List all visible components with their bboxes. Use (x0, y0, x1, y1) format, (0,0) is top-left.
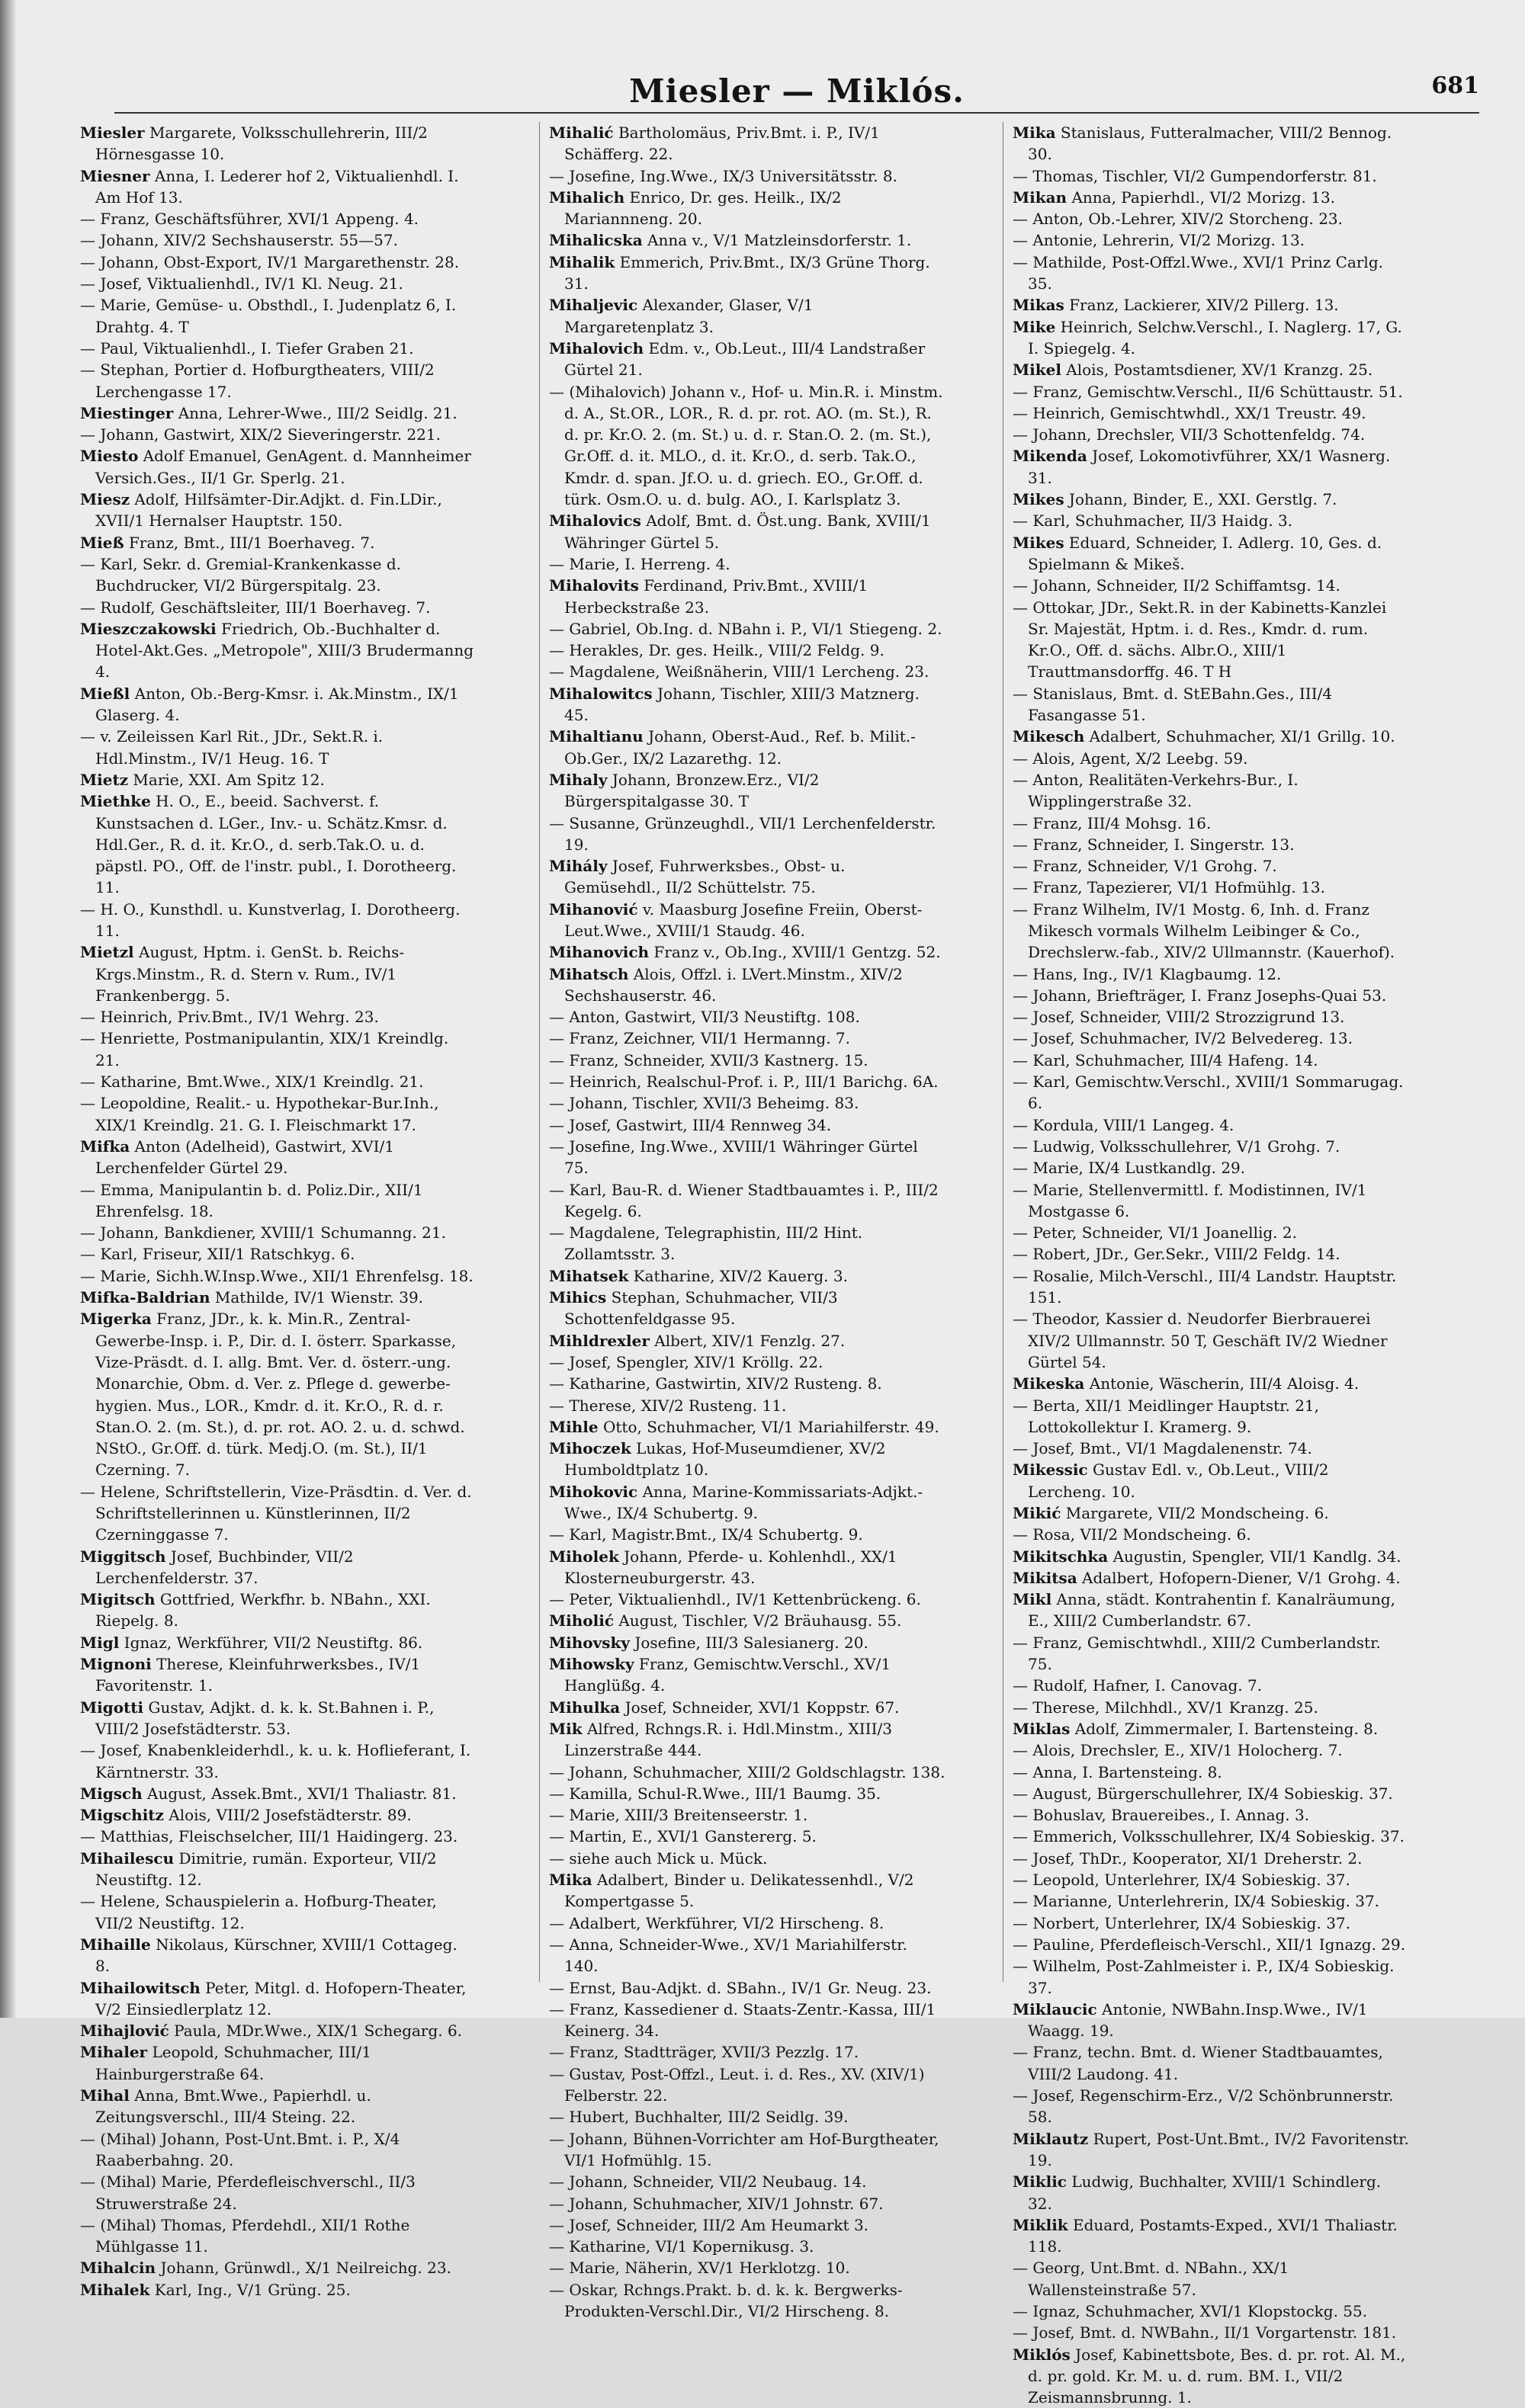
directory-entry: — Heinrich, Gemischtwhdl., XX/1 Treustr. 49. (1013, 403, 1366, 422)
directory-entry: — Marie, Näherin, XV/1 Herklotzg. 10. (549, 2259, 850, 2278)
directory-entry: Mihaille Nikolaus, Kürschner, XVIII/1 Cottageg. 8. (80, 1935, 458, 1976)
directory-entry: Mifka Anton (Adelheid), Gastwirt, XVI/1 Lerchenfelder Gürtel 29. (80, 1137, 394, 1178)
directory-entry: Mihaler Leopold, Schuhmacher, III/1 Hainburgerstraße 64. (80, 2043, 371, 2083)
directory-entry: Mihatsek Katharine, XIV/2 Kauerg. 3. (549, 1266, 848, 1285)
directory-entry: — Alois, Agent, X/2 Leebg. 59. (1013, 749, 1248, 768)
directory-entry: — Paul, Viktualienhdl., I. Tiefer Graben 21. (80, 338, 414, 358)
directory-entry: — Emmerich, Volksschullehrer, IX/4 Sobieskig. 37. (1013, 1827, 1405, 1846)
directory-entry: Mikeska Antonie, Wäscherin, III/4 Aloisg. 4. (1013, 1374, 1360, 1393)
directory-entry: — Johann, XIV/2 Sechshauserstr. 55—57. (80, 231, 398, 250)
directory-entry: — Johann, Drechsler, VII/3 Schottenfeldg. 74. (1013, 425, 1366, 444)
directory-entry: Migschitz Alois, VIII/2 Josefstädterstr. 89. (80, 1806, 412, 1825)
directory-entry: — Magdalene, Weißnäherin, VIII/1 Lercheng. 23. (549, 662, 929, 681)
directory-entry: Mihalicska Anna v., V/1 Matzleinsdorferstr. 1. (549, 231, 912, 250)
directory-entry: Mihovsky Josefine, III/3 Salesianerg. 20. (549, 1633, 868, 1652)
directory-entry: Miesto Adolf Emanuel, GenAgent. d. Mannheimer Versich.Ges., II/1 Gr. Sperlg. 21. (80, 447, 471, 487)
directory-entry: — Franz, Schneider, I. Singerstr. 13. (1013, 835, 1295, 854)
directory-entry: — Josefine, Ing.Wwe., IX/3 Universitätsstr. 8. (549, 166, 897, 185)
directory-entry: — Thomas, Tischler, VI/2 Gumpendorferstr. 81. (1013, 166, 1377, 185)
directory-entry: Mihalek Karl, Ing., V/1 Grüng. 25. (80, 2280, 351, 2299)
directory-entry: Mihalovits Ferdinand, Priv.Bmt., XVIII/1 Herbeckstraße 23. (549, 576, 868, 617)
directory-entry: Mietzl August, Hptm. i. GenSt. b. Reichs-Krgs.Minstm., R. d. Stern v. Rum., IV/1 Frankenbergg. 5. (80, 943, 405, 1005)
directory-entry: — Susanne, Grünzeughdl., VII/1 Lerchenfelderstr. 19. (549, 813, 936, 854)
directory-entry: — Matthias, Fleischselcher, III/1 Haidingerg. 23. (80, 1827, 458, 1846)
directory-entry: Mietz Marie, XXI. Am Spitz 12. (80, 770, 325, 789)
directory-entry: Mihanovich Franz v., Ob.Ing., XVIII/1 Gentzg. 52. (549, 943, 941, 962)
directory-entry: Mihalovich Edm. v., Ob.Leut., III/4 Landstraßer Gürtel 21. (549, 338, 926, 380)
directory-entry: — Karl, Friseur, XII/1 Ratschkyg. 6. (80, 1245, 355, 1264)
column-3 (1013, 122, 1409, 2407)
directory-entry: — Johann, Schneider, VII/2 Neubaug. 14. (549, 2172, 867, 2192)
directory-entry: — Josef, Viktualienhdl., IV/1 Kl. Neug. 21. (80, 274, 403, 293)
directory-entry: — Leopoldine, Realit.- u. Hypothekar-Bur.Inh., XIX/1 Kreindlg. 21. G. I. Fleischmarkt 17. (80, 1094, 439, 1134)
directory-entry: — Anton, Ob.-Lehrer, XIV/2 Storcheng. 23. (1013, 210, 1344, 229)
directory-entry: — Franz, Gemischtw.Verschl., II/6 Schüttaustr. 51. (1013, 382, 1403, 401)
directory-entry: Miesner Anna, I. Lederer hof 2, Viktualienhdl. I. Am Hof 13. (80, 166, 459, 207)
directory-entry: — Josef, Bmt. d. NWBahn., II/1 Vorgartenstr. 181. (1013, 2323, 1397, 2342)
directory-entry: — Leopold, Unterlehrer, IX/4 Sobieskig. 37. (1013, 1871, 1350, 1890)
directory-entry: — Hubert, Buchhalter, III/2 Seidlg. 39. (549, 2108, 849, 2127)
directory-entry: — Oskar, Rchngs.Prakt. b. d. k. k. Bergwerks-Produkten-Verschl.Dir., VI/2 Hirscheng. 8. (549, 2280, 903, 2320)
directory-entry: Miestinger Anna, Lehrer-Wwe., III/2 Seidlg. 21. (80, 403, 458, 422)
directory-entry: — Pauline, Pferdefleisch-Verschl., XII/1 Ignazg. 29. (1013, 1935, 1406, 1954)
directory-entry: — Josef, Schneider, III/2 Am Heumarkt 3. (549, 2215, 869, 2234)
directory-entry: — Marie, I. Herreng. 4. (549, 554, 730, 573)
directory-entry: Mikitsa Adalbert, Hofopern-Diener, V/1 Grohg. 4. (1013, 1568, 1401, 1587)
column-1 (80, 122, 477, 2299)
directory-entry: — Karl, Sekr. d. Gremial-Krankenkasse d. Buchdrucker, VI/2 Bürgerspitalg. 23. (80, 554, 402, 595)
directory-entry: Mihalić Bartholomäus, Priv.Bmt. i. P., IV/1 Schäfferg. 22. (549, 123, 880, 164)
directory-entry: — Henriette, Postmanipulantin, XIX/1 Kreindlg. 21. (80, 1029, 449, 1069)
directory-entry: — Peter, Viktualienhdl., IV/1 Kettenbrückeng. 6. (549, 1590, 921, 1609)
directory-entry: Miklautz Rupert, Post-Unt.Bmt., IV/2 Favoritenstr. 19. (1013, 2129, 1409, 2169)
directory-entry: — v. Zeileissen Karl Rit., JDr., Sekt.R. i. Hdl.Minstm., IV/1 Heug. 16. T (80, 727, 384, 768)
directory-entry: Mihaly Johann, Bronzew.Erz., VI/2 Bürgerspitalgasse 30. T (549, 770, 820, 811)
directory-entry: — Georg, Unt.Bmt. d. NBahn., XX/1 Wallensteinstraße 57. (1013, 2259, 1289, 2299)
directory-entry: — Helene, Schriftstellerin, Vize-Präsdtin. d. Ver. d. Schriftstellerinnen u. Künstlerinnen, II/2 Czerninggasse 7. (80, 1482, 472, 1544)
directory-entry: — Franz, III/4 Mohsg. 16. (1013, 813, 1212, 832)
directory-entry: — Franz, Gemischtwhdl., XIII/2 Cumberlandstr. 75. (1013, 1633, 1381, 1674)
directory-entry: — Marie, Gemüse- u. Obsthdl., I. Judenplatz 6, I. Drahtg. 4. T (80, 296, 457, 336)
directory-entry: — Josef, Knabenkleiderhdl., k. u. k. Hoflieferant, I. Kärntnerstr. 33. (80, 1741, 471, 1781)
page-number: 681 (1431, 72, 1479, 99)
directory-entry: Mihalowitcs Johann, Tischler, XIII/3 Matznerg. 45. (549, 684, 920, 725)
directory-entry: — Karl, Schuhmacher, III/4 Hafeng. 14. (1013, 1050, 1318, 1069)
directory-entry: — Kordula, VIII/1 Langeg. 4. (1013, 1115, 1234, 1134)
directory-entry: — Emma, Manipulantin b. d. Poliz.Dir., XII/1 Ehrenfelsg. 18. (80, 1180, 423, 1220)
directory-entry: Migitsch Gottfried, Werkfhr. b. NBahn., XXI. Riepelg. 8. (80, 1590, 431, 1630)
directory-entry: Mikesch Adalbert, Schuhmacher, XI/1 Grillg. 10. (1013, 727, 1395, 746)
directory-entry: Mihalich Enrico, Dr. ges. Heilk., IX/2 Mariannneng. 20. (549, 188, 842, 229)
directory-entry: — Franz, Zeichner, VII/1 Hermanng. 7. (549, 1029, 851, 1048)
directory-entry: — Therese, Milchhdl., XV/1 Kranzg. 25. (1013, 1698, 1318, 1717)
directory-entry: Miklik Eduard, Postamts-Exped., XVI/1 Thaliastr. 118. (1013, 2215, 1398, 2256)
directory-entry: Mihály Josef, Fuhrwerksbes., Obst- u. Gemüsehdl., II/2 Schüttelstr. 75. (549, 857, 846, 897)
directory-entry: — Ottokar, JDr., Sekt.R. in der Kabinetts-Kanzlei Sr. Majestät, Hptm. i. d. Res., Kmdr. d. rum. Kr.O., Off. d. sächs. Albr.O., XIII/1 Trauttmansdorffg. 46. T H (1013, 598, 1387, 681)
directory-entry: — Franz, Schneider, V/1 Grohg. 7. (1013, 857, 1277, 876)
directory-entry: — Mathilde, Post-Offzl.Wwe., XVI/1 Prinz Carlg. 35. (1013, 252, 1383, 293)
directory-entry: Migsch August, Assek.Bmt., XVI/1 Thaliastr. 81. (80, 1784, 457, 1803)
directory-entry: — (Mihal) Johann, Post-Unt.Bmt. i. P., X/4 Raaberbahng. 20. (80, 2129, 400, 2169)
directory-entry: — Johann, Schneider, II/2 Schiffamtsg. 14. (1013, 576, 1340, 595)
directory-entry: — Johann, Tischler, XVII/3 Beheimg. 83. (549, 1094, 859, 1113)
directory-entry: — Antonie, Lehrerin, VI/2 Morizg. 13. (1013, 231, 1305, 250)
directory-entry: — Franz, Kassediener d. Staats-Zentr.-Kassa, III/1 Keinerg. 34. (549, 1999, 936, 2041)
directory-entry: — Bohuslav, Brauereibes., I. Annag. 3. (1013, 1806, 1310, 1825)
directory-entry: — Gustav, Post-Offzl., Leut. i. d. Res., XV. (XIV/1) Felberstr. 22. (549, 2064, 925, 2105)
directory-entry: — Josef, Regenschirm-Erz., V/2 Schönbrunnerstr. 58. (1013, 2086, 1394, 2127)
directory-entry: — Robert, JDr., Ger.Sekr., VIII/2 Feldg. 14. (1013, 1245, 1340, 1264)
directory-entry: — Katharine, Gastwirtin, XIV/2 Rusteng. 8. (549, 1374, 882, 1393)
column-divider (539, 122, 540, 1982)
directory-entry: Miggitsch Josef, Buchbinder, VII/2 Lerchenfelderstr. 37. (80, 1547, 354, 1587)
directory-entry: Mikan Anna, Papierhdl., VI/2 Morizg. 13. (1013, 188, 1336, 207)
directory-entry: — Adalbert, Werkführer, VI/2 Hirscheng. 8. (549, 1913, 884, 1932)
directory-entry: — Rudolf, Hafner, I. Canovag. 7. (1013, 1676, 1263, 1695)
directory-entry: — Wilhelm, Post-Zahlmeister i. P., IX/4 Sobieskig. 37. (1013, 1957, 1395, 1997)
directory-entry: — Johann, Bühnen-Vorrichter am Hof-Burgtheater, VI/1 Hofmühlg. 15. (549, 2129, 939, 2169)
directory-entry: Mihanović v. Maasburg Josefine Freiin, Oberst-Leut.Wwe., XVIII/1 Staudg. 46. (549, 899, 923, 940)
directory-entry: — Martin, E., XVI/1 Ganstererg. 5. (549, 1827, 817, 1846)
directory-entry: — Franz, Geschäftsführer, XVI/1 Appeng. 4. (80, 210, 419, 229)
directory-entry: Mihailescu Dimitrie, rumän. Exporteur, VII/2 Neustiftg. 12. (80, 1848, 437, 1890)
directory-entry: — Heinrich, Realschul-Prof. i. P., III/1 Barichg. 6A. (549, 1073, 939, 1092)
directory-entry: — Marie, Stellenvermittl. f. Modistinnen, IV/1 Mostgasse 6. (1013, 1180, 1367, 1220)
directory-entry: — Josef, Schuhmacher, IV/2 Belvedereg. 13. (1013, 1029, 1353, 1048)
directory-entry: Mihaltianu Johann, Oberst-Aud., Ref. b. Milit.-Ob.Ger., IX/2 Lazarethg. 12. (549, 727, 916, 768)
directory-entry: — Marianne, Unterlehrerin, IX/4 Sobieskig. 37. (1013, 1892, 1380, 1911)
directory-entry: Mihailowitsch Peter, Mitgl. d. Hofopern-Theater, V/2 Einsiedlerplatz 12. (80, 1978, 467, 2018)
directory-entry: — Karl, Schuhmacher, II/3 Haidg. 3. (1013, 511, 1293, 531)
directory-entry: Mikessic Gustav Edl. v., Ob.Leut., VIII/2 Lercheng. 10. (1013, 1461, 1329, 1501)
directory-entry: — (Mihal) Marie, Pferdefleischverschl., II/3 Struwerstraße 24. (80, 2172, 416, 2213)
directory-entry: Mihle Otto, Schuhmacher, VI/1 Mariahilferstr. 49. (549, 1417, 939, 1436)
header-rule (114, 112, 1479, 114)
directory-entry: Mik Alfred, Rchngs.R. i. Hdl.Minstm., XIII/3 Linzerstraße 444. (549, 1719, 892, 1760)
directory-entry: Mignoni Therese, Kleinfuhrwerksbes., IV/1 Favoritenstr. 1. (80, 1655, 421, 1695)
directory-entry: Mihatsch Alois, Offzl. i. LVert.Minstm., XIV/2 Sechshauserstr. 46. (549, 964, 903, 1005)
directory-entry: — Katharine, Bmt.Wwe., XIX/1 Kreindlg. 21. (80, 1073, 424, 1092)
directory-entry: Mihajlović Paula, MDr.Wwe., XIX/1 Schegarg. 6. (80, 2022, 463, 2041)
directory-entry: — Karl, Bau-R. d. Wiener Stadtbauamtes i. P., III/2 Kegelg. 6. (549, 1180, 939, 1220)
directory-entry: — Johann, Bankdiener, XVIII/1 Schumanng. 21. (80, 1223, 446, 1242)
directory-entry: Mihowsky Franz, Gemischtw.Verschl., XV/1 Hanglüßg. 4. (549, 1655, 891, 1695)
directory-entry: Mike Heinrich, Selchw.Verschl., I. Naglerg. 17, G. I. Spiegelg. 4. (1013, 317, 1402, 358)
directory-entry: Mikić Margarete, VII/2 Mondscheing. 6. (1013, 1504, 1329, 1522)
directory-entry: Miethke H. O., E., beeid. Sachverst. f. Kunstsachen d. LGer., Inv.- u. Schätz.Kmsr. d. Hdl.Ger., R. d. it. Kr.O., d. serb.Tak.O. u. d. päpstl. PO., Off. de l'instr. publ., I. Dorotheerg. 11. (80, 792, 457, 897)
directory-entry: — (Mihal) Thomas, Pferdehdl., XII/1 Rothe Mühlgasse 11. (80, 2215, 410, 2256)
directory-entry: — Rosa, VII/2 Mondscheing. 6. (1013, 1525, 1251, 1544)
directory-entry: — Kamilla, Schul-R.Wwe., III/1 Baumg. 35. (549, 1784, 881, 1803)
directory-entry: — Karl, Magistr.Bmt., IX/4 Schubertg. 9. (549, 1525, 863, 1544)
page-title: Miesler — Miklós. (629, 72, 965, 110)
directory-entry: Mihics Stephan, Schuhmacher, VII/3 Schottenfeldgasse 95. (549, 1288, 838, 1329)
directory-entry: Mihalcin Johann, Grünwdl., X/1 Neilreichg. 23. (80, 2259, 451, 2278)
directory-entry: — Johann, Briefträger, I. Franz Josephs-Quai 53. (1013, 986, 1387, 1005)
directory-entry: Migotti Gustav, Adjkt. d. k. k. St.Bahnen i. P., VIII/2 Josefstädterstr. 53. (80, 1698, 435, 1738)
directory-entry: — Franz Wilhelm, IV/1 Mostg. 6, Inh. d. Franz Mikesch vormals Wilhelm Leibinger & Co., Drechslerw.-fab., XIV/2 Ullmannstr. (Kauerhof). (1013, 899, 1395, 962)
directory-entry: — Herakles, Dr. ges. Heilk., VIII/2 Feldg. 9. (549, 641, 884, 660)
directory-entry: — Ernst, Bau-Adjkt. d. SBahn., IV/1 Gr. Neug. 23. (549, 1978, 932, 1997)
page-header (114, 72, 1479, 118)
directory-entry: — Anna, Schneider-Wwe., XV/1 Mariahilferstr. 140. (549, 1935, 907, 1976)
directory-entry: — siehe auch Mick u. Mück. (549, 1848, 768, 1868)
directory-entry: — Anton, Realitäten-Verkehrs-Bur., I. Wipplingerstraße 32. (1013, 770, 1299, 811)
directory-entry: — Josef, Gastwirt, III/4 Rennweg 34. (549, 1115, 832, 1134)
directory-entry: — August, Bürgerschullehrer, IX/4 Sobieskig. 37. (1013, 1784, 1393, 1803)
directory-entry: — Rosalie, Milch-Verschl., III/4 Landstr. Hauptstr. 151. (1013, 1266, 1397, 1307)
directory-entry: — Norbert, Unterlehrer, IX/4 Sobieskig. 37. (1013, 1913, 1351, 1932)
directory-entry: — Stanislaus, Bmt. d. StEBahn.Ges., III/4 Fasangasse 51. (1013, 684, 1333, 725)
directory-entry: Mießl Anton, Ob.-Berg-Kmsr. i. Ak.Minstm., IX/1 Glaserg. 4. (80, 684, 459, 725)
directory-entry: — Johann, Gastwirt, XIX/2 Sieveringerstr. 221. (80, 425, 441, 444)
directory-entry: Mihalik Emmerich, Priv.Bmt., IX/3 Grüne Thorg. 31. (549, 252, 930, 293)
directory-entry: — Berta, XII/1 Meidlinger Hauptstr. 21, Lottokollektur I. Kramerg. 9. (1013, 1396, 1320, 1436)
directory-entry: Miholek Johann, Pferde- u. Kohlenhdl., XX/1 Klosterneuburgerstr. 43. (549, 1547, 897, 1587)
directory-entry: — Marie, XIII/3 Breitenseerstr. 1. (549, 1806, 808, 1825)
directory-entry: — Anna, I. Bartensteing. 8. (1013, 1762, 1222, 1781)
directory-entry: — Johann, Obst-Export, IV/1 Margarethenstr. 28. (80, 252, 460, 271)
directory-entry: Miklaucic Antonie, NWBahn.Insp.Wwe., IV/1 Waagg. 19. (1013, 1999, 1368, 2041)
column-2 (549, 122, 946, 2320)
directory-entry: Mihalovics Adolf, Bmt. d. Öst.ung. Bank, XVIII/1 Währinger Gürtel 5. (549, 511, 931, 552)
directory-entry: Migl Ignaz, Werkführer, VII/2 Neustiftg. 86. (80, 1633, 423, 1652)
directory-entry: — H. O., Kunsthdl. u. Kunstverlag, I. Dorotheerg. 11. (80, 899, 461, 940)
directory-entry: — Josef, Bmt., VI/1 Magdalenenstr. 74. (1013, 1439, 1312, 1458)
directory-entry: Mihldrexler Albert, XIV/1 Fenzlg. 27. (549, 1331, 846, 1350)
directory-entry: — Stephan, Portier d. Hofburgtheaters, VIII/2 Lerchengasse 17. (80, 361, 435, 401)
directory-entry: Mihokovic Anna, Marine-Kommissariats-Adjkt.-Wwe., IX/4 Schubertg. 9. (549, 1482, 923, 1522)
directory-entry: Mikes Eduard, Schneider, I. Adlerg. 10, Ges. d. Spielmann & Mikeš. (1013, 533, 1382, 573)
directory-entry: — Ludwig, Volksschullehrer, V/1 Grohg. 7. (1013, 1137, 1340, 1156)
directory-entry: — Katharine, VI/1 Kopernikusg. 3. (549, 2237, 814, 2256)
directory-entry: — Peter, Schneider, VI/1 Joanellig. 2. (1013, 1223, 1297, 1242)
directory-entry: Mifka-Baldrian Mathilde, IV/1 Wienstr. 39. (80, 1288, 424, 1307)
directory-entry: — Therese, XIV/2 Rusteng. 11. (549, 1396, 787, 1415)
directory-entry: — Theodor, Kassier d. Neudorfer Bierbrauerei XIV/2 Ullmannstr. 50 T, Geschäft IV/2 Wiedner Gürtel 54. (1013, 1310, 1388, 1371)
directory-entry: Mikel Alois, Postamtsdiener, XV/1 Kranzg. 25. (1013, 361, 1373, 380)
directory-entry: — Rudolf, Geschäftsleiter, III/1 Boerhaveg. 7. (80, 598, 431, 617)
directory-entry: Mikes Johann, Binder, E., XXI. Gerstlg. 7. (1013, 490, 1337, 509)
directory-entry: — Hans, Ing., IV/1 Klagbaumg. 12. (1013, 964, 1282, 983)
directory-entry: Mikas Franz, Lackierer, XIV/2 Pillerg. 13. (1013, 296, 1339, 315)
directory-entry: — Johann, Schuhmacher, XIII/2 Goldschlagstr. 138. (549, 1762, 946, 1781)
directory-entry: — Anton, Gastwirt, VII/3 Neustiftg. 108. (549, 1008, 860, 1027)
directory-entry: Mihulka Josef, Schneider, XVI/1 Koppstr. 67. (549, 1698, 900, 1717)
directory-entry: Mikitschka Augustin, Spengler, VII/1 Kandlg. 34. (1013, 1547, 1401, 1566)
directory-entry: Miklós Josef, Kabinettsbote, Bes. d. pr. rot. Al. M., d. pr. gold. Kr. M. u. d. rum. BM. I., VII/2 Zeismannsbrunng. 1. (1013, 2345, 1406, 2407)
directory-entry: Migerka Franz, JDr., k. k. Min.R., Zentral-Gewerbe-Insp. i. P., Dir. d. I. österr. Sparkasse, Vize-Präsdt. d. I. allg. Bmt. Ver. d. österr.-ung. Monarchie, Obm. d. Ver. z. Pflege d. gewerbe-hygien. Mus., LOR., Kmdr. d. it. Kr.O., R. d. r. Stan.O. 2. (m. St.), d. pr. rot. AO. 2. u. d. schwd. NStO., Gr.Off. d. türk. Medj.O. (m. St.), II/1 Czerning. 7. (80, 1310, 465, 1480)
directory-entry: — Magdalene, Telegraphistin, III/2 Hint. Zollamtsstr. 3. (549, 1223, 863, 1264)
directory-entry: Miklic Ludwig, Buchhalter, XVIII/1 Schindlerg. 32. (1013, 2172, 1382, 2213)
directory-entry: Mikl Anna, städt. Kontrahentin f. Kanalräumung, E., XIII/2 Cumberlandstr. 67. (1013, 1590, 1396, 1630)
directory-entry: — Franz, techn. Bmt. d. Wiener Stadtbauamtes, VIII/2 Laudong. 41. (1013, 2043, 1383, 2083)
directory-entry: — Helene, Schauspielerin a. Hofburg-Theater, VII/2 Neustiftg. 12. (80, 1892, 437, 1932)
directory-entry: — Josefine, Ing.Wwe., XVIII/1 Währinger Gürtel 75. (549, 1137, 918, 1178)
directory-entry: — Gabriel, Ob.Ing. d. NBahn i. P., VI/1 Stiegeng. 2. (549, 619, 942, 638)
directory-entry: — Marie, IX/4 Lustkandlg. 29. (1013, 1159, 1246, 1178)
directory-entry: — Josef, Schneider, VIII/2 Strozzigrund 13. (1013, 1008, 1345, 1027)
directory-entry: Miesler Margarete, Volksschullehrerin, III/2 Hörnesgasse 10. (80, 123, 428, 164)
directory-entry: — Karl, Gemischtw.Verschl., XVIII/1 Sommarugag. 6. (1013, 1073, 1404, 1113)
directory-entry: — Johann, Schuhmacher, XIV/1 Johnstr. 67. (549, 2194, 884, 2213)
directory-entry: — Josef, Spengler, XIV/1 Kröllg. 22. (549, 1352, 824, 1371)
directory-entry: Mihal Anna, Bmt.Wwe., Papierhdl. u. Zeitungsverschl., III/4 Steing. 22. (80, 2086, 371, 2127)
directory-entry: Miholić August, Tischler, V/2 Bräuhausg. 55. (549, 1611, 902, 1630)
directory-entry: — Heinrich, Priv.Bmt., IV/1 Wehrg. 23. (80, 1008, 379, 1027)
directory-entry: Mikenda Josef, Lokomotivführer, XX/1 Wasnerg. 31. (1013, 447, 1391, 487)
directory-entry: — Ignaz, Schuhmacher, XVI/1 Klopstockg. 55. (1013, 2301, 1368, 2320)
directory-entry: Mihoczek Lukas, Hof-Museumdiener, XV/2 Humboldtplatz 10. (549, 1439, 886, 1480)
directory-entry: Miklas Adolf, Zimmermaler, I. Bartensteing. 8. (1013, 1719, 1379, 1738)
directory-entry: Miesz Adolf, Hilfsämter-Dir.Adjkt. d. Fin.LDir., XVII/1 Hernalser Hauptstr. 150. (80, 490, 442, 531)
directory-entry: — Franz, Stadtträger, XVII/3 Pezzlg. 17. (549, 2043, 859, 2062)
directory-entry: — Josef, ThDr., Kooperator, XI/1 Dreherstr. 2. (1013, 1848, 1363, 1868)
directory-entry: — Franz, Schneider, XVII/3 Kastnerg. 15. (549, 1050, 868, 1069)
directory-entry: Mihaljevic Alexander, Glaser, V/1 Margaretenplatz 3. (549, 296, 814, 336)
directory-entry: Mika Adalbert, Binder u. Delikatessenhdl., V/2 Kompertgasse 5. (549, 1871, 914, 1911)
directory-entry: Mieß Franz, Bmt., III/1 Boerhaveg. 7. (80, 533, 375, 552)
directory-entry: Mieszczakowski Friedrich, Ob.-Buchhalter d. Hotel-Akt.Ges. „Metropole", XIII/3 Brudermanng 4. (80, 619, 474, 681)
directory-entry: — Alois, Drechsler, E., XIV/1 Holocherg. 7. (1013, 1741, 1343, 1760)
directory-entry: — Marie, Sichh.W.Insp.Wwe., XII/1 Ehrenfelsg. 18. (80, 1266, 474, 1285)
directory-entry: — Franz, Tapezierer, VI/1 Hofmühlg. 13. (1013, 878, 1325, 897)
directory-entry: — (Mihalovich) Johann v., Hof- u. Min.R. i. Minstm. d. A., St.OR., LOR., R. d. pr. rot. AO. (m. St.), R. d. pr. Kr.O. 2. (m. St.) u. d. r. Stan.O. 2. (m. St.), Gr.Off. d. it. MLO., d. it. Kr.O., d. serb. Tak.O., Kmdr. d. span. Jf.O. u. d. griech. EO., Gr.Off. d. türk. Osm.O. u. d. bulg. AO., I. Karlsplatz 3. (549, 382, 943, 509)
directory-entry: Mika Stanislaus, Futteralmacher, VIII/2 Bennog. 30. (1013, 123, 1392, 164)
